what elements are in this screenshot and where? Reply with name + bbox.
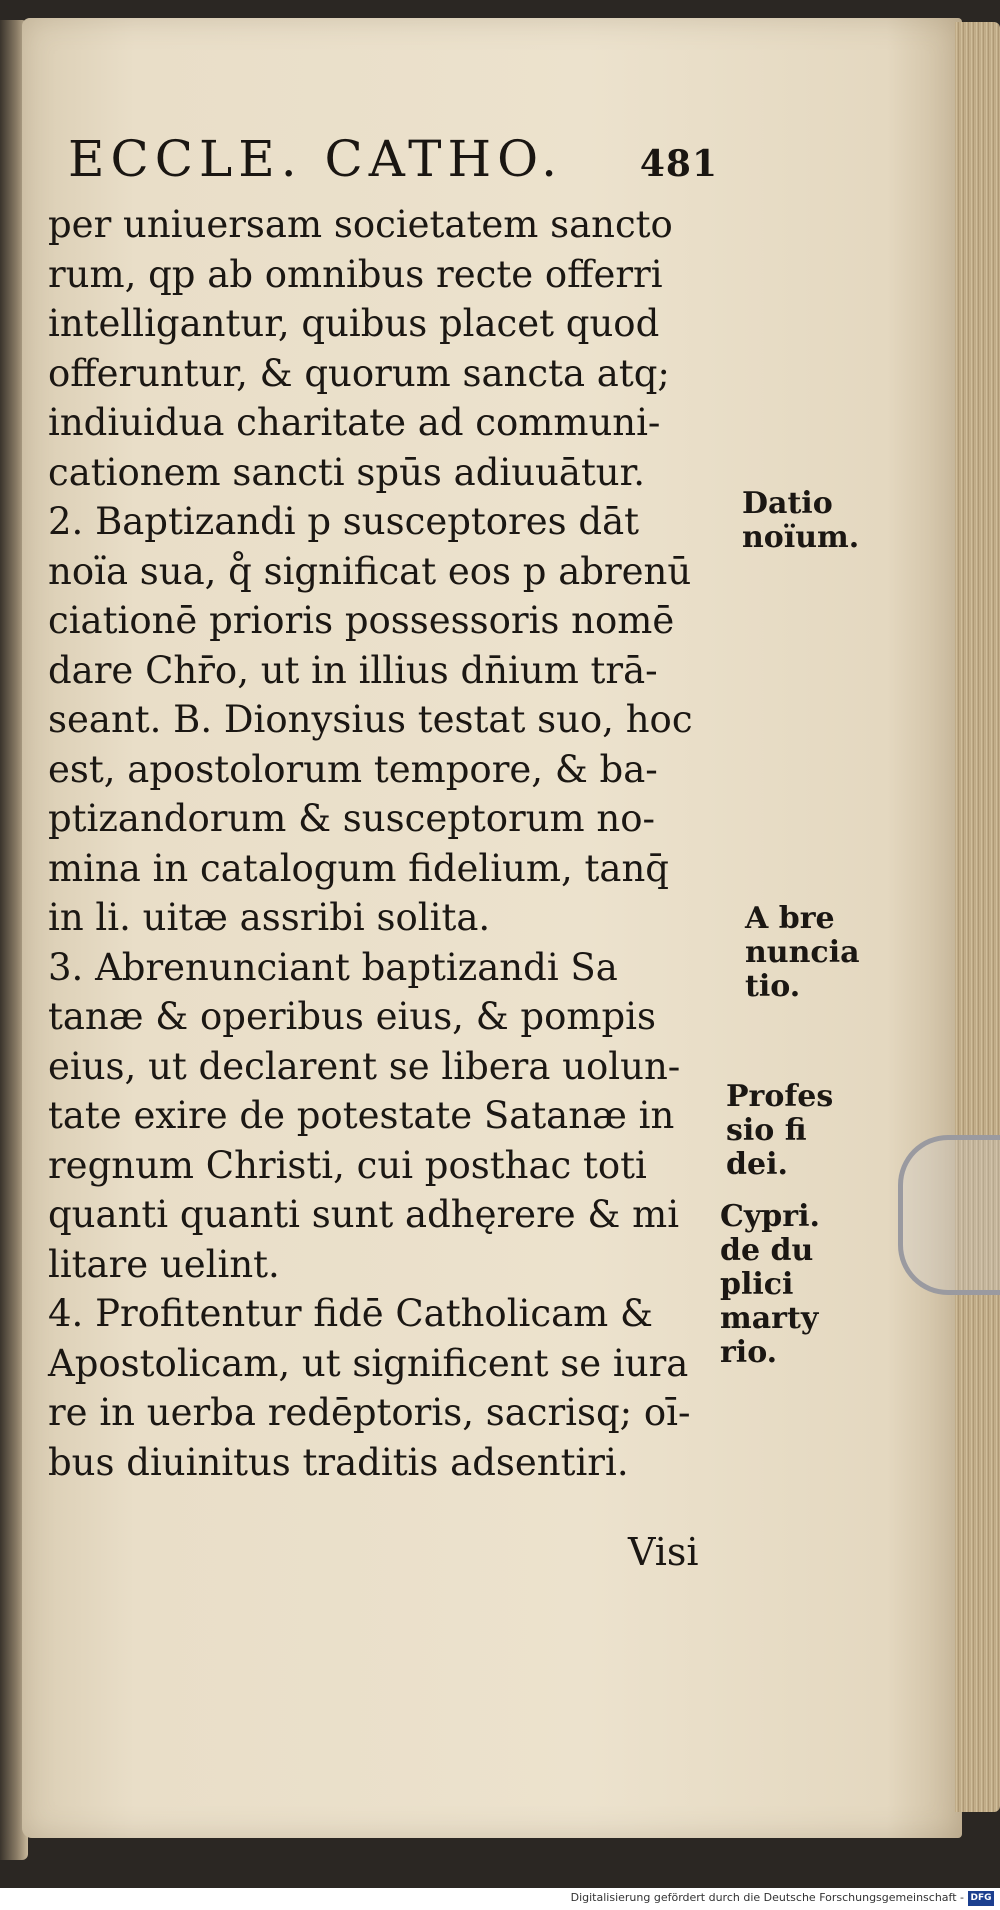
text-line: Apostolicam, ut significent se iura — [48, 1341, 689, 1385]
margin-note-line: dei. — [726, 1147, 788, 1182]
margin-note-line: noïum. — [742, 520, 860, 555]
text-line: quanti quanti sunt adhęrere & mi — [48, 1193, 680, 1236]
running-header — [68, 130, 718, 200]
margin-note-datio — [742, 487, 859, 555]
text-line: per uniuersam societatem sancto — [48, 203, 673, 246]
margin-note-professio — [726, 1080, 833, 1182]
margin-note-line: rio. — [720, 1335, 778, 1370]
page-number: 481 — [639, 143, 718, 185]
footer-bar — [0, 1888, 1000, 1910]
text-line: ptizandorum & susceptorum no- — [48, 797, 656, 840]
text-line: regnum Christi, cui posthac toti — [48, 1143, 647, 1187]
text-line: ciationē prioris possessoris nomē — [48, 599, 675, 642]
catchword: Visi — [628, 1530, 699, 1574]
text-line: est, apostolorum tempore, & ba- — [48, 747, 658, 791]
page-stack-edge — [955, 22, 1000, 1812]
text-line: in li. uitæ assribi solita. — [48, 896, 491, 939]
margin-note-line: tio. — [745, 969, 801, 1004]
text-line: tanæ & operibus eius, & pompis — [48, 995, 656, 1038]
text-line: cationem sancti spūs adiuuātur. — [48, 450, 646, 494]
text-line: tate exire de potestate Satanæ in — [48, 1094, 675, 1137]
text-line: dare Chr̄o, ut in illius dn̄ium trā- — [48, 648, 658, 692]
dfg-logo: DFG — [968, 1891, 994, 1906]
margin-note-line: Datio — [742, 486, 833, 521]
margin-note-line: Cypri. — [720, 1199, 820, 1234]
body-text — [48, 200, 728, 1487]
margin-note-cypri — [720, 1200, 820, 1370]
margin-note-line: Profes — [726, 1079, 834, 1114]
margin-note-line: sio fi — [726, 1113, 807, 1148]
margin-note-line: plici — [720, 1267, 794, 1302]
margin-note-line: de du — [720, 1233, 814, 1268]
margin-note-line: A bre — [745, 901, 835, 936]
text-line: re in uerba redēptoris, sacrisq; oī- — [48, 1391, 691, 1434]
text-line: 2. Baptizandi p susceptores dāt — [48, 500, 640, 543]
text-line: bus diuinitus traditis adsentiri. — [48, 1440, 629, 1484]
running-title: ECCLE. CATHO. — [68, 130, 564, 188]
text-line: litare uelint. — [48, 1242, 280, 1286]
footer-credit: Digitalisierung gefördert durch die Deutsche Forschungsgemeinschaft - — [570, 1891, 964, 1904]
text-line: seant. B. Dionysius testat suo, hoc — [48, 698, 693, 741]
text-line: noïa sua, q̊ significat eos p abrenū — [48, 549, 692, 593]
text-line: rum, qp ab omnibus recte offerri — [48, 252, 663, 296]
margin-note-line: marty — [720, 1301, 819, 1336]
text-line: eius, ut declarent se libera uolun- — [48, 1044, 681, 1088]
text-line: indiuidua charitate ad communi- — [48, 401, 661, 444]
text-line: mina in catalogum fidelium, tanq̄ — [48, 846, 669, 890]
text-line: 4. Profitentur fidē Catholicam & — [48, 1292, 653, 1335]
margin-note-line: nuncia — [745, 935, 860, 970]
text-line: intelligantur, quibus placet quod — [48, 302, 660, 345]
text-line: 3. Abrenunciant baptizandi Sa — [48, 945, 618, 989]
page-clip — [898, 1135, 1000, 1295]
text-line: offeruntur, & quorum sancta atq; — [48, 351, 670, 395]
margin-note-abrenunciatio — [745, 902, 860, 1004]
